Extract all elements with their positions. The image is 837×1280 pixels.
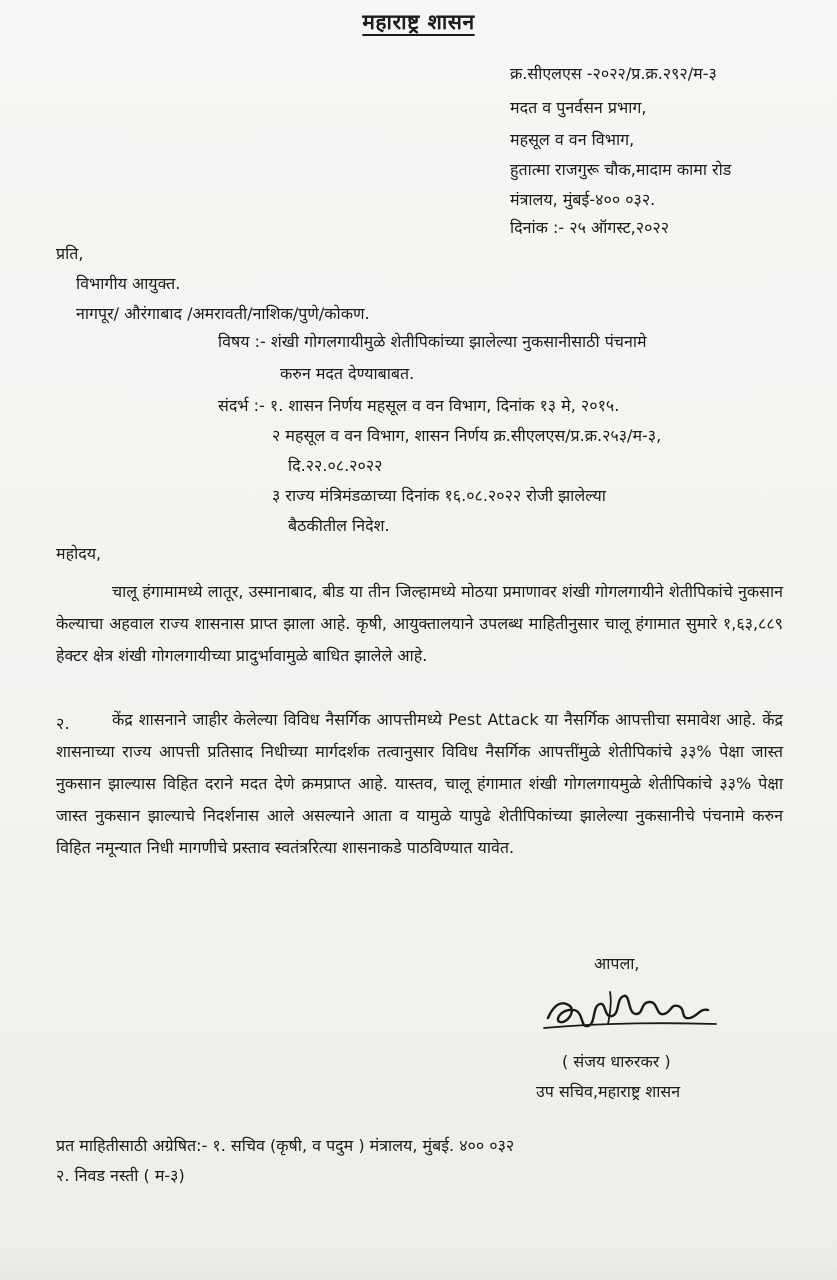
signature-image xyxy=(540,984,720,1044)
file-copy-line: २. निवड नस्ती ( म-३) xyxy=(56,1166,185,1185)
address-line-division: मदत व पुनर्वसन प्रभाग, xyxy=(510,98,647,117)
subject-line-2: करुन मदत देण्याबाबत. xyxy=(280,364,415,383)
salutation: महोदय, xyxy=(56,544,102,563)
signatory-name: ( संजय धारुरकर ) xyxy=(562,1052,671,1071)
recipient-places: नागपूर/ औरंगाबाद /अमरावती/नाशिक/पुणे/कोकण. xyxy=(76,304,370,323)
title-text: महाराष्ट्र शासन xyxy=(362,10,475,34)
copy-forward-line: प्रत माहितीसाठी अग्रेषित:- १. सचिव (कृषी, व पदुम ) मंत्रालय, मुंबई. ४०० ०३२ xyxy=(56,1136,515,1155)
closing-aapla: आपला, xyxy=(594,954,640,973)
address-line-department: महसूल व वन विभाग, xyxy=(510,130,635,149)
page-title xyxy=(0,8,837,36)
signatory-designation: उप सचिव,महाराष्ट्र शासन xyxy=(536,1082,681,1101)
reference-3: ३ राज्य मंत्रिमंडळाच्या दिनांक १६.०८.२०२२ रोजी झालेल्या xyxy=(272,486,606,505)
page-edge-shadow xyxy=(0,1262,837,1280)
address-line-city: मंत्रालय, मुंबई-४०० ०३२. xyxy=(510,190,656,209)
body-paragraph-1: चालू हंगामामध्ये लातूर, उस्मानाबाद, बीड या तीन जिल्हामध्ये मोठया प्रमाणावर शंखी गोगलगायीने शेतीपिकांचे नुकसान केल्याचा अहवाल राज्य शासनास प्राप्त झाला आहे. कृषी, आयुक्तालयाने उपलब्ध माहितीनुसार चालू हंगामात सुमारे १,६३,८८९ हेक्टर क्षेत्र शंखी गोगलगायीच्या प्रादुर्भावामुळे बाधित झालेले आहे. xyxy=(56,582,783,665)
recipient-name: विभागीय आयुक्त. xyxy=(76,274,181,293)
para2-number: २. xyxy=(56,714,70,733)
reference-3-cont: बैठकीतील निदेश. xyxy=(288,516,390,535)
reference-2: २ महसूल व वन विभाग, शासन निर्णय क्र.सीएलएस/प्र.क्र.२५३/म-३, xyxy=(272,426,662,445)
reference-2-date: दि.२२.०८.२०२२ xyxy=(288,456,383,475)
reference-1: संदर्भ :- १. शासन निर्णय महसूल व वन विभाग, दिनांक १३ मे, २०१५. xyxy=(218,396,620,415)
body-paragraph-2: केंद्र शासनाने जाहीर केलेल्या विविध नैसर्गिक आपत्तीमध्ये Pest Attack या नैसर्गिक आपत्तीचा समावेश आहे. केंद्र शासनाच्या राज्य आपत्ती प्रतिसाद निधीच्या मार्गदर्शक तत्वानुसार विविध नैसर्गिक आपत्तींमुळे शेतीपिकांचे ३३% पेक्षा जास्त नुकसान झाल्यास विहित दराने मदत देणे क्रमप्राप्त आहे. यास्तव, चालू हंगामात शंखी गोगलगायमुळे शेतीपिकांचे ३३% पेक्षा जास्त नुकसान झाल्याचे निदर्शनास आले असल्याने आता व यामुळे यापुढे शेतीपिकांच्या झालेल्या नुकसानीचे पंचनामे करुन विहित नमून्यात निधी मागणीचे प्रस्ताव स्वतंत्ररित्या शासनाकडे पाठविण्यात यावेत. xyxy=(56,710,783,857)
address-line-street: हुतात्मा राजगुरू चौक,मादाम कामा रोड xyxy=(510,160,732,179)
letter-date: दिनांक :- २५ ऑगस्ट,२०२२ xyxy=(510,218,670,237)
file-number: क्र.सीएलएस -२०२२/प्र.क्र.२९२/म-३ xyxy=(510,64,717,83)
prati-label: प्रति, xyxy=(56,244,84,263)
subject-line-1: विषय :- शंखी गोगलगायीमुळे शेतीपिकांच्या झालेल्या नुकसानीसाठी पंचनामे xyxy=(218,332,647,351)
